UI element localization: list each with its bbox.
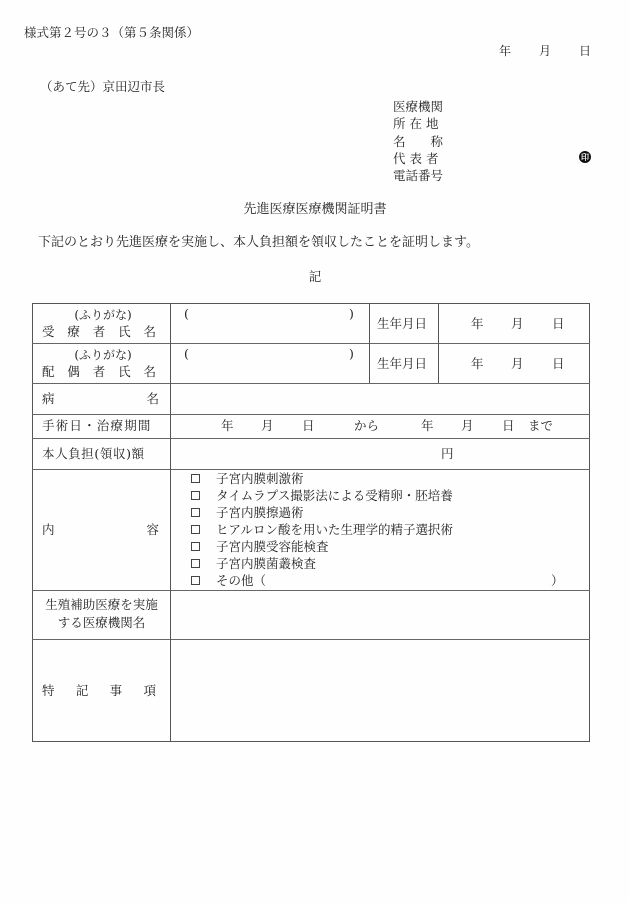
- disease-field[interactable]: [171, 384, 589, 414]
- checkbox[interactable]: [191, 576, 200, 585]
- label-char: 名: [143, 324, 156, 339]
- seal-icon: 印: [581, 152, 589, 162]
- checkbox[interactable]: [191, 474, 200, 483]
- checkbox[interactable]: [191, 542, 200, 551]
- institution-block: [393, 98, 443, 184]
- patient-dob-day[interactable]: 日: [552, 316, 565, 331]
- contents-item-label: タイムラプス撮影法による受精卵・胚培養: [216, 488, 453, 503]
- certification-statement: 下記のとおり先進医療を実施し、本人負担額を領収したことを証明します。: [38, 235, 479, 250]
- contents-label: [42, 524, 159, 537]
- institution-label: 医療機関: [393, 99, 444, 114]
- label-char: 者: [92, 324, 106, 339]
- patient-dob-year[interactable]: 年: [471, 316, 484, 331]
- contents-item-label: 子宮内膜受容能検査: [216, 539, 329, 554]
- contents-item[interactable]: [191, 490, 453, 503]
- period-to-day[interactable]: 日: [502, 418, 515, 433]
- contents-item[interactable]: [191, 558, 316, 571]
- label-char: 氏: [118, 324, 131, 339]
- payment-amount-field[interactable]: [171, 439, 589, 469]
- contents-item-label: 子宮内膜刺激術: [216, 471, 304, 486]
- patient-name-label: [42, 326, 156, 339]
- contents-item-other[interactable]: [191, 575, 266, 588]
- patient-furigana-close-paren: ): [349, 306, 354, 321]
- row-divider: [32, 469, 590, 470]
- period-from-month[interactable]: 月: [261, 418, 274, 433]
- spouse-name-field[interactable]: [171, 344, 369, 383]
- period-from-day[interactable]: 日: [302, 418, 315, 433]
- spouse-dob-label: 生年月日: [377, 356, 428, 371]
- spouse-dob-month[interactable]: 月: [511, 356, 524, 371]
- label-char: 者: [92, 364, 106, 379]
- address-label: 所 在 地: [393, 116, 439, 132]
- spouse-furigana-close-paren: ): [349, 346, 354, 361]
- label-char: 氏: [118, 364, 131, 379]
- label-char: 療: [67, 324, 80, 339]
- checkbox[interactable]: [191, 491, 200, 500]
- art-institution-label-line1: 生殖補助医療を実施: [45, 597, 158, 612]
- label-char: 記: [75, 683, 89, 698]
- column-divider: [438, 303, 439, 383]
- period-from-year[interactable]: 年: [221, 418, 234, 433]
- document-title-text: 先進医療医療機関証明書: [243, 202, 387, 217]
- period-from-word: から: [354, 418, 380, 433]
- contents-item-label: 子宮内膜菌叢検査: [216, 556, 317, 571]
- label-char: 内: [42, 522, 55, 537]
- patient-furigana-label: (ふりがな): [74, 308, 132, 322]
- contents-item-label: ヒアルロン酸を用いた生理学的精子選択術: [216, 522, 454, 537]
- column-divider: [369, 303, 370, 383]
- document-title: [0, 203, 630, 216]
- spouse-furigana-open-paren: (: [184, 346, 189, 361]
- addressee: （あて先）京田辺市長: [40, 79, 166, 94]
- label-char: 名: [146, 391, 159, 406]
- row-divider: [32, 414, 590, 415]
- contents-item[interactable]: [191, 524, 453, 537]
- contents-item-label: その他（: [216, 573, 267, 588]
- period-to-month[interactable]: 月: [461, 418, 474, 433]
- remarks-field[interactable]: [171, 640, 589, 741]
- label-char: 名: [143, 364, 156, 379]
- label-char: 特: [42, 683, 55, 698]
- patient-dob-month[interactable]: 月: [511, 316, 524, 331]
- label-char: 病: [42, 391, 55, 406]
- checkbox[interactable]: [191, 559, 200, 568]
- spouse-name-label: [42, 366, 156, 379]
- issue-date-year[interactable]: 年: [499, 44, 512, 58]
- period-to-word: まで: [528, 418, 554, 433]
- patient-name-field[interactable]: [171, 304, 369, 343]
- patient-furigana-open-paren: (: [184, 306, 189, 321]
- patient-dob-label: 生年月日: [377, 316, 428, 331]
- other-close-paren: ）: [551, 573, 564, 588]
- label-char: 事: [109, 683, 123, 698]
- disease-label: [42, 393, 159, 406]
- form-number: 様式第２号の３（第５条関係）: [24, 25, 200, 40]
- spouse-dob-day[interactable]: 日: [552, 356, 565, 371]
- spouse-furigana-label: (ふりがな): [74, 348, 132, 362]
- ki-heading: 記: [308, 269, 322, 284]
- checkbox[interactable]: [191, 525, 200, 534]
- checkbox[interactable]: [191, 508, 200, 517]
- label-char: 配: [42, 364, 55, 379]
- remarks-label: [42, 685, 156, 698]
- label-char: 項: [143, 683, 156, 698]
- payment-unit: 円: [441, 446, 454, 461]
- contents-item[interactable]: [191, 507, 304, 520]
- art-institution-label-line2: する医療機関名: [57, 615, 146, 630]
- payment-label: 本人負担(領収)額: [42, 446, 145, 461]
- issue-date-day[interactable]: 日: [579, 44, 592, 58]
- representative-label: 代 表 者: [393, 150, 439, 166]
- period-label: 手術日・治療期間: [42, 418, 152, 433]
- contents-item[interactable]: [191, 473, 304, 486]
- contents-item[interactable]: [191, 541, 329, 554]
- issue-date: [499, 45, 591, 57]
- art-institution-field[interactable]: [171, 591, 589, 639]
- period-to-year[interactable]: 年: [421, 418, 434, 433]
- spouse-dob-year[interactable]: 年: [471, 356, 484, 371]
- contents-item-label: 子宮内膜擦過術: [216, 505, 304, 520]
- label-char: 偶: [67, 364, 80, 379]
- label-char: 受: [42, 324, 55, 339]
- issue-date-month[interactable]: 月: [539, 44, 552, 58]
- name-label: 名 称: [393, 133, 444, 149]
- label-char: 容: [146, 522, 159, 537]
- phone-label: 電話番号: [393, 168, 444, 184]
